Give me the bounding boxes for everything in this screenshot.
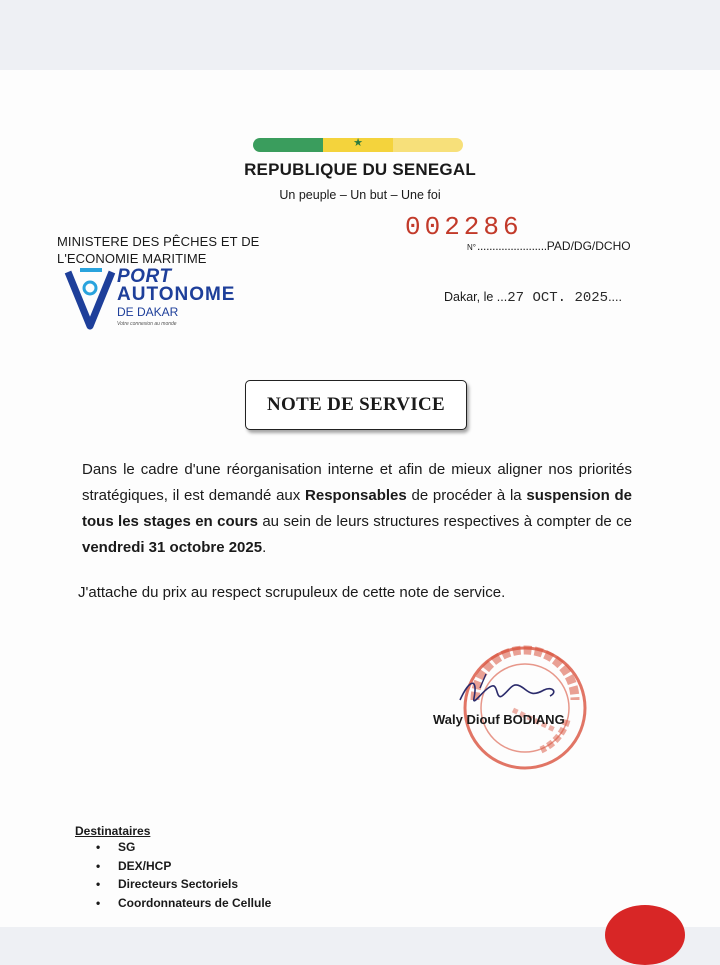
body-text-2: de procéder à la — [406, 487, 527, 504]
senegal-flag — [253, 138, 463, 152]
body-text-4: . — [262, 539, 267, 556]
logo-tagline: Votre connexion au monde — [117, 321, 177, 327]
closing-sentence: J'attache du prix au respect scrupuleux de cette note de service. — [78, 584, 506, 601]
signer-name: Waly Diouf BODIANG — [433, 712, 565, 727]
date-label: Dakar, le ... — [444, 290, 508, 304]
handwritten-signature — [440, 668, 580, 716]
anchor-logo-icon — [62, 262, 118, 330]
country-motto: Un peuple – Un but – Une foi — [279, 188, 441, 202]
reference-dots: ....................... — [476, 239, 547, 253]
document-title-box — [245, 380, 467, 430]
recipient-item: • Coordonnateurs de Cellule — [96, 894, 271, 913]
reference-number: 002286 — [405, 212, 523, 242]
body-text-3: au sein de leurs structures respectives à compter de ce — [257, 513, 632, 530]
recipient-item: • DEX/HCP — [96, 857, 271, 876]
logo-word-dakar: DE DAKAR — [117, 305, 179, 319]
body-text-1: Dans le cadre d'une réorganisation interne et afin de mieux aligner nos priorités stratégiques, il est demandé aux — [82, 461, 632, 504]
recipients-title: Destinataires — [75, 824, 151, 838]
reference-suffix: PAD/DG/DCHO — [546, 239, 631, 253]
body-bold-date: vendredi 31 octobre 2025 — [82, 539, 263, 556]
reference-prefix: N° — [467, 243, 476, 252]
reference-line — [467, 239, 631, 253]
recipients-list — [96, 838, 271, 912]
date-line — [444, 290, 622, 306]
recipient-item: • SG — [96, 838, 271, 857]
date-trail: .... — [608, 290, 622, 304]
ministry-line-2: L'ECONOMIE MARITIME — [57, 251, 207, 266]
logo-word-autonome: AUTONOME — [117, 284, 236, 305]
date-value: 27 OCT. 2025 — [507, 290, 609, 306]
body-bold-suspension: suspension de tous les stages en cours — [82, 487, 632, 530]
port-autonome-logo — [62, 262, 272, 332]
red-corner-mark — [605, 905, 685, 965]
country-title: REPUBLIQUE DU SENEGAL — [244, 160, 476, 179]
logo-word-port: PORT — [117, 266, 172, 287]
body-paragraph — [82, 457, 632, 561]
star-icon: ★ — [353, 138, 363, 149]
ministry-line-1: MINISTERE DES PÊCHES ET DE — [57, 234, 260, 249]
recipient-item: • Directeurs Sectoriels — [96, 875, 271, 894]
document-title: NOTE DE SERVICE — [266, 394, 446, 415]
body-bold-responsables: Responsables — [305, 487, 407, 504]
